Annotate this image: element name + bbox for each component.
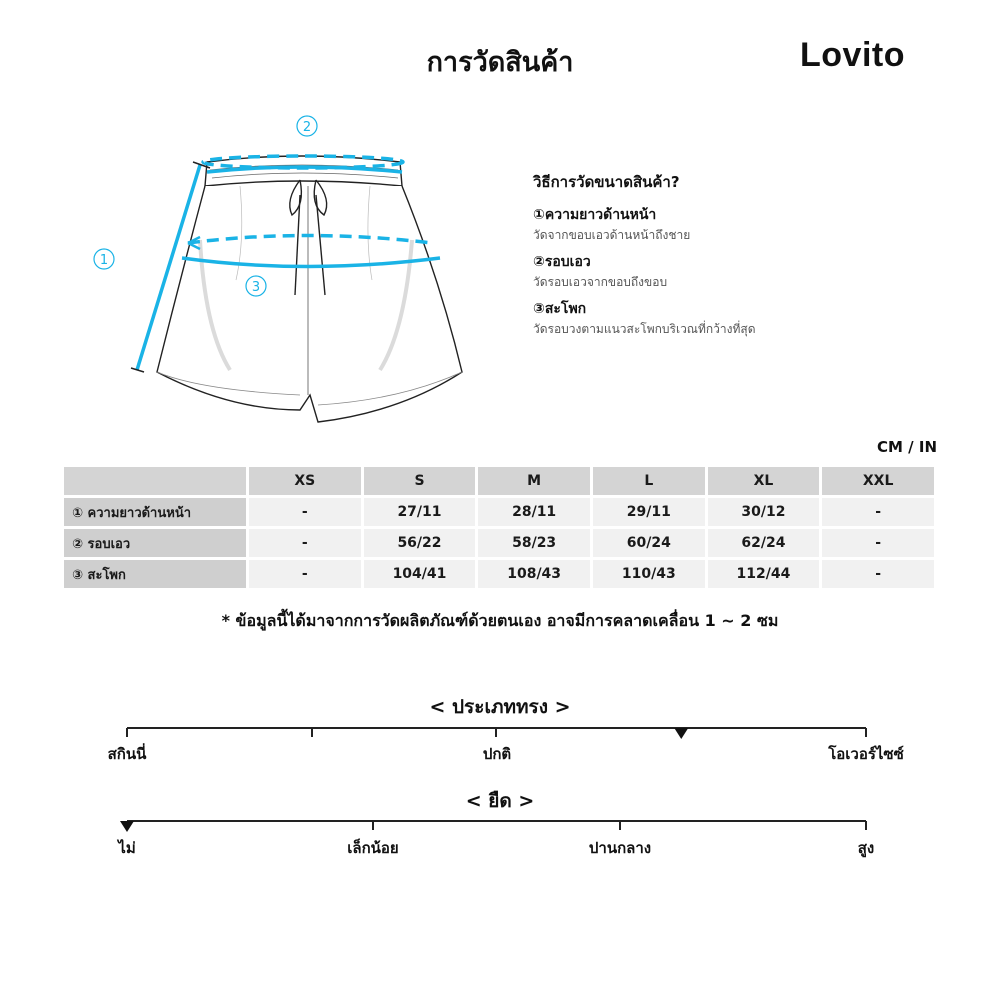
table-cell: - (822, 560, 934, 588)
table-cell: 58/23 (478, 529, 590, 557)
table-row (64, 560, 934, 588)
table-row (64, 529, 934, 557)
page-title: การวัดสินค้า (426, 47, 574, 78)
row-label-front-length: ① ความยาวด้านหน้า (64, 498, 246, 526)
shorts-outline (157, 156, 462, 422)
howto-item-2-title: ②รอบเอว (533, 254, 591, 270)
howto-item-3-title: ③สะโพก (533, 301, 587, 317)
stretch-scale-title: < ยืด > (465, 790, 535, 812)
stretch-label-high: สูง (857, 839, 875, 857)
table-cell: - (822, 498, 934, 526)
table-cell: 30/12 (708, 498, 820, 526)
table-cell: - (822, 529, 934, 557)
howto-item-1-desc: วัดจากขอบเอวด้านหน้าถึงชาย (533, 228, 691, 242)
fit-label-skinny: สกินนี่ (107, 745, 147, 763)
howto-item-2-desc: วัดรอบเอวจากขอบถึงขอบ (533, 275, 668, 289)
table-cell: 29/11 (593, 498, 705, 526)
table-corner (64, 467, 246, 495)
measurement-note: * ข้อมูลนี้ได้มาจากการวัดผลิตภัณฑ์ด้วยตนเอง อาจมีการคลาดเคลื่อน 1 ~ 2 ซม (221, 611, 779, 630)
table-row (64, 498, 934, 526)
size-header-s: S (364, 467, 476, 495)
table-cell: - (249, 529, 361, 557)
fit-label-oversize: โอเวอร์ไซซ์ (828, 745, 904, 763)
table-cell: 60/24 (593, 529, 705, 557)
table-cell: 62/24 (708, 529, 820, 557)
size-table-header-row (64, 467, 934, 495)
how-to-question: วิธีการวัดขนาดสินค้า? (533, 173, 680, 191)
howto-item-3-desc: วัดรอบวงตามแนวสะโพกบริเวณที่กว้างที่สุด (533, 322, 756, 336)
stretch-label-slight: เล็กน้อย (347, 839, 399, 857)
marker-2: 2 (302, 120, 312, 135)
size-header-m: M (478, 467, 590, 495)
how-to-measure (533, 170, 953, 345)
table-cell: 27/11 (364, 498, 476, 526)
fit-label-regular: ปกติ (482, 745, 512, 763)
size-header-l: L (593, 467, 705, 495)
table-cell: - (249, 560, 361, 588)
table-cell: 104/41 (364, 560, 476, 588)
stretch-label-medium: ปานกลาง (588, 839, 652, 857)
brand-logo: Lovito (800, 36, 905, 74)
table-cell: - (249, 498, 361, 526)
marker-1: 1 (99, 253, 109, 268)
row-label-hip: ③ สะโพก (64, 560, 246, 588)
stretch-label-none: ไม่ (118, 839, 136, 857)
fit-selected-marker (674, 728, 688, 739)
size-header-xxl: XXL (822, 467, 934, 495)
shorts-measurement-diagram (60, 95, 480, 445)
size-header-xs: XS (249, 467, 361, 495)
table-cell: 108/43 (478, 560, 590, 588)
howto-item-1-title: ①ความยาวด้านหน้า (533, 207, 657, 223)
table-cell: 112/44 (708, 560, 820, 588)
table-cell: 110/43 (593, 560, 705, 588)
table-cell: 56/22 (364, 529, 476, 557)
size-header-xl: XL (708, 467, 820, 495)
size-table (61, 464, 937, 591)
stretch-selected-marker (120, 821, 134, 832)
row-label-waist: ② รอบเอว (64, 529, 246, 557)
marker-3: 3 (251, 280, 261, 295)
table-cell: 28/11 (478, 498, 590, 526)
fit-scale-title: < ประเภททรง > (429, 696, 571, 718)
unit-label: CM / IN (877, 438, 937, 456)
